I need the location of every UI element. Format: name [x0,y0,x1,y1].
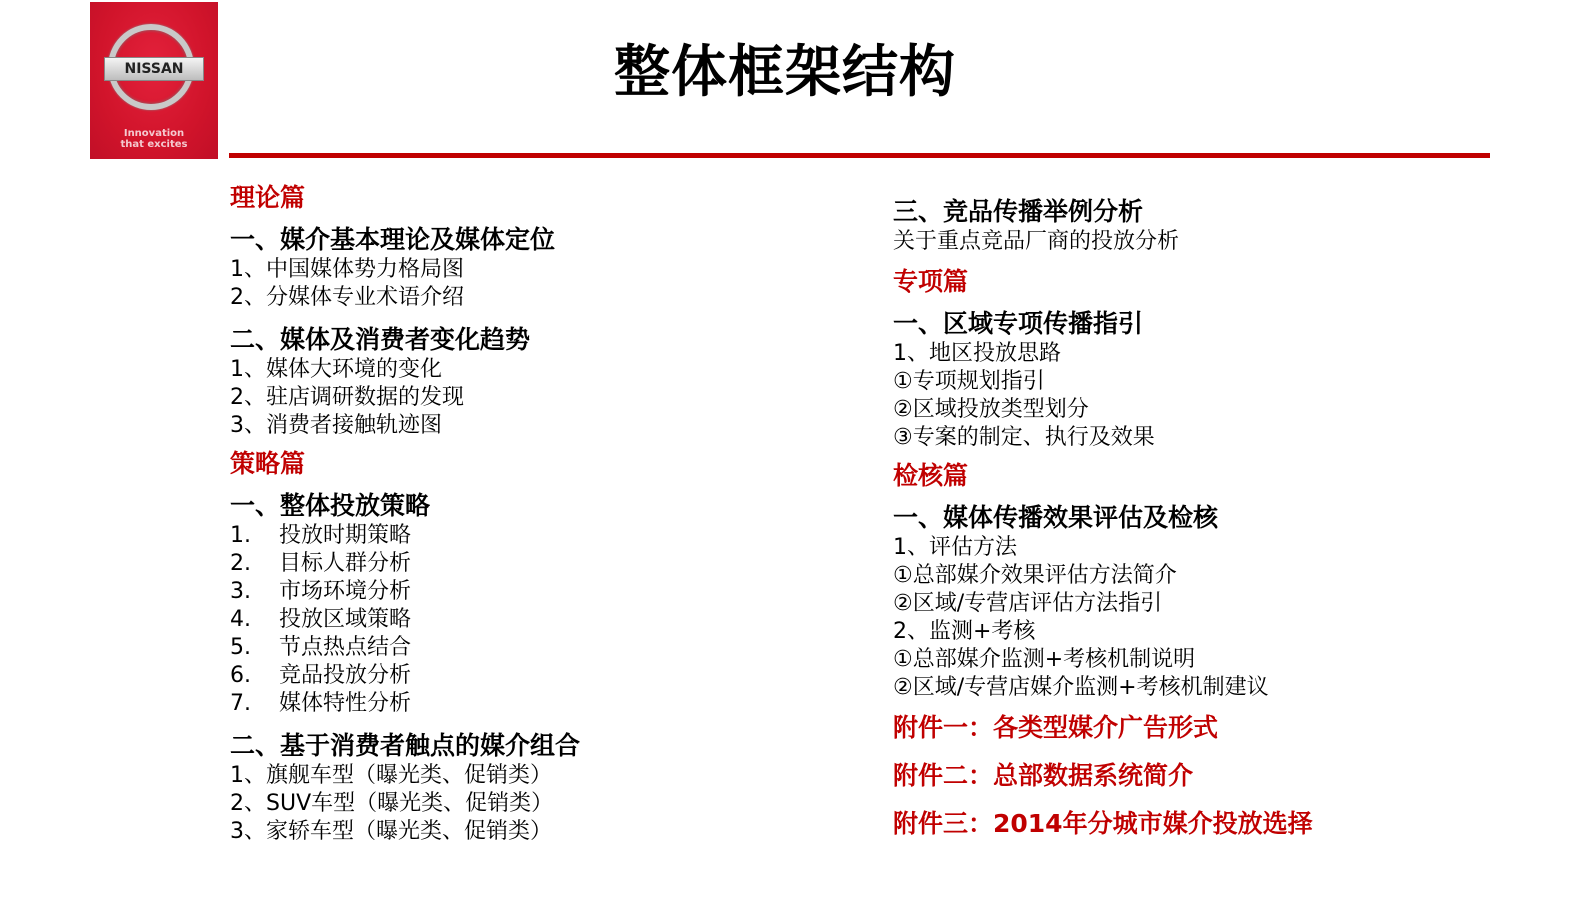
audit-heading: 一、媒体传播效果评估及检核 [893,503,1219,532]
title-divider [229,153,1490,158]
list-item: ①专项规划指引 [893,369,1045,394]
list-item: 1、地区投放思路 [893,341,1061,366]
list-item: 1. 投放时期策略 [230,523,411,548]
logo-brand-text: NISSAN [124,61,184,77]
theory-heading-1: 一、媒介基本理论及媒体定位 [230,225,556,254]
left-column [230,180,580,846]
list-item: 2、分媒体专业术语介绍 [230,285,464,310]
section-audit-label: 检核篇 [893,461,969,490]
list-item: 2. 目标人群分析 [230,551,411,576]
appendix-1: 附件一：各类型媒介广告形式 [893,713,1219,742]
appendix-3: 附件三：2014年分城市媒介投放选择 [893,809,1313,838]
list-item: 3. 市场环境分析 [230,579,411,604]
section-theory-label: 理论篇 [230,183,306,212]
page-title: 整体框架结构 [614,40,956,105]
list-item: ②区域/专营店评估方法指引 [893,591,1163,616]
logo-nameplate [104,57,204,81]
list-item: 3、家轿车型（曝光类、促销类） [230,819,552,844]
list-item: 3、消费者接触轨迹图 [230,413,442,438]
section-strategy-label: 策略篇 [230,449,306,478]
list-item: 2、SUV车型（曝光类、促销类） [230,791,554,816]
nissan-logo [90,2,218,159]
special-heading: 一、区域专项传播指引 [893,309,1144,338]
list-item: ②区域投放类型划分 [893,397,1089,422]
list-item: 关于重点竞品厂商的投放分析 [893,229,1180,254]
list-item: 2、监测+考核 [893,619,1036,644]
appendix-2: 附件二：总部数据系统简介 [893,761,1194,790]
list-item: 1、中国媒体势力格局图 [230,257,464,282]
section-special-label: 专项篇 [893,267,969,296]
competitor-heading: 三、竞品传播举例分析 [893,197,1144,226]
theory-heading-2: 二、媒体及消费者变化趋势 [230,325,531,354]
list-item: ③专案的制定、执行及效果 [893,425,1155,450]
list-item: 2、驻店调研数据的发现 [230,385,464,410]
list-item: ①总部媒介监测+考核机制说明 [893,647,1196,672]
list-item: ②区域/专营店媒介监测+考核机制建议 [893,675,1269,700]
right-column [893,196,1313,842]
list-item: 1、媒体大环境的变化 [230,357,442,382]
strategy-heading-2: 二、基于消费者触点的媒介组合 [230,731,581,760]
logo-tagline-1: Innovation [123,128,185,139]
list-item: 6. 竞品投放分析 [230,663,411,688]
strategy-heading-1: 一、整体投放策略 [230,491,431,520]
list-item: 4. 投放区域策略 [230,607,411,632]
list-item: 1、旗舰车型（曝光类、促销类） [230,763,552,788]
list-item: 5. 节点热点结合 [230,635,411,660]
list-item: 7. 媒体特性分析 [230,691,411,716]
list-item: 1、评估方法 [893,535,1017,560]
list-item: ①总部媒介效果评估方法简介 [893,563,1177,588]
logo-tagline-2: that excites [120,139,188,150]
